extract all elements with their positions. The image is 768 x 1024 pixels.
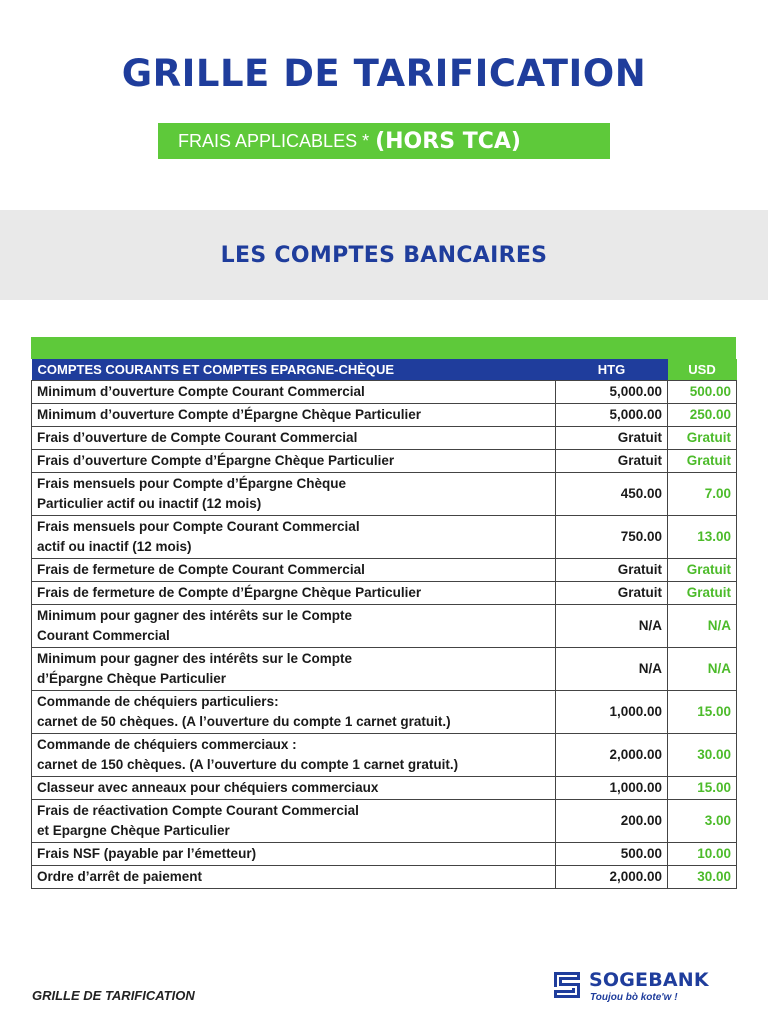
table-row bbox=[32, 842, 737, 865]
row-description-line: Courant Commercial bbox=[37, 627, 170, 643]
table-row bbox=[32, 776, 737, 799]
row-description-line: Frais mensuels pour Compte Courant Commercial bbox=[37, 518, 360, 534]
fees-banner-emphasis: (HORS TCA) bbox=[375, 128, 521, 154]
row-description bbox=[32, 690, 556, 733]
table-row bbox=[32, 647, 737, 690]
row-description bbox=[32, 581, 556, 604]
row-usd-value: 30.00 bbox=[668, 865, 737, 888]
row-htg-value: 500.00 bbox=[556, 842, 668, 865]
row-description-line: carnet de 50 chèques. (A l’ouverture du compte 1 carnet gratuit.) bbox=[37, 713, 451, 729]
section-band bbox=[0, 210, 768, 300]
row-usd-value: 250.00 bbox=[668, 403, 737, 426]
row-description bbox=[32, 799, 556, 842]
row-description bbox=[32, 449, 556, 472]
table-row bbox=[32, 690, 737, 733]
row-description-line: Minimum d’ouverture Compte d’Épargne Chèque Particulier bbox=[37, 406, 422, 422]
page-title: GRILLE DE TARIFICATION bbox=[121, 52, 647, 95]
header-htg: HTG bbox=[556, 359, 668, 380]
table-row bbox=[32, 581, 737, 604]
row-description bbox=[32, 403, 556, 426]
row-htg-value: Gratuit bbox=[556, 449, 668, 472]
table-top-bar bbox=[31, 337, 736, 359]
row-description bbox=[32, 426, 556, 449]
row-description bbox=[32, 472, 556, 515]
row-usd-value: 30.00 bbox=[668, 733, 737, 776]
row-usd-value: N/A bbox=[668, 647, 737, 690]
row-htg-value: 5,000.00 bbox=[556, 380, 668, 403]
brand-name: SOGEBANK bbox=[589, 969, 709, 991]
row-description-line: Commande de chéquiers particuliers: bbox=[37, 693, 279, 709]
sogebank-logo bbox=[550, 966, 740, 1006]
row-htg-value: 450.00 bbox=[556, 472, 668, 515]
row-description bbox=[32, 604, 556, 647]
table-header-row bbox=[32, 359, 737, 380]
row-usd-value: Gratuit bbox=[668, 449, 737, 472]
table-row bbox=[32, 380, 737, 403]
row-description bbox=[32, 733, 556, 776]
row-description-line: Frais de fermeture de Compte d’Épargne Chèque Particulier bbox=[37, 584, 422, 600]
fees-banner bbox=[158, 123, 610, 159]
row-description bbox=[32, 380, 556, 403]
table-row bbox=[32, 733, 737, 776]
pricing-table-wrapper bbox=[31, 337, 736, 889]
section-title: LES COMPTES BANCAIRES bbox=[220, 242, 548, 268]
row-usd-value: Gratuit bbox=[668, 581, 737, 604]
table-row bbox=[32, 426, 737, 449]
table-row bbox=[32, 604, 737, 647]
row-htg-value: 2,000.00 bbox=[556, 733, 668, 776]
pricing-table bbox=[31, 359, 737, 889]
table-row bbox=[32, 799, 737, 842]
row-htg-value: 5,000.00 bbox=[556, 403, 668, 426]
row-description-line: Classeur avec anneaux pour chéquiers commerciaux bbox=[37, 779, 379, 795]
row-htg-value: N/A bbox=[556, 604, 668, 647]
row-description-line: Frais d’ouverture de Compte Courant Commercial bbox=[37, 429, 358, 445]
row-description-line: Ordre d’arrêt de paiement bbox=[37, 868, 203, 884]
row-description-line: et Epargne Chèque Particulier bbox=[37, 822, 230, 838]
fees-banner-prefix: FRAIS APPLICABLES * bbox=[178, 130, 370, 151]
row-description-line: actif ou inactif (12 mois) bbox=[37, 538, 192, 554]
row-usd-value: N/A bbox=[668, 604, 737, 647]
table-row bbox=[32, 472, 737, 515]
row-description bbox=[32, 842, 556, 865]
row-description-line: Minimum pour gagner des intérêts sur le Compte bbox=[37, 607, 353, 623]
table-row bbox=[32, 515, 737, 558]
row-usd-value: 13.00 bbox=[668, 515, 737, 558]
row-htg-value: N/A bbox=[556, 647, 668, 690]
row-description-line: Frais NSF (payable par l’émetteur) bbox=[37, 845, 257, 861]
row-htg-value: 200.00 bbox=[556, 799, 668, 842]
row-htg-value: Gratuit bbox=[556, 426, 668, 449]
row-usd-value: 10.00 bbox=[668, 842, 737, 865]
table-body bbox=[32, 380, 737, 888]
row-description-line: Minimum pour gagner des intérêts sur le Compte bbox=[37, 650, 353, 666]
row-usd-value: 15.00 bbox=[668, 690, 737, 733]
row-description-line: Frais mensuels pour Compte d’Épargne Chèque bbox=[37, 475, 347, 491]
row-description bbox=[32, 647, 556, 690]
row-htg-value: 1,000.00 bbox=[556, 690, 668, 733]
table-row bbox=[32, 558, 737, 581]
row-description bbox=[32, 776, 556, 799]
row-usd-value: 500.00 bbox=[668, 380, 737, 403]
row-htg-value: 2,000.00 bbox=[556, 865, 668, 888]
row-description-line: carnet de 150 chèques. (A l’ouverture du compte 1 carnet gratuit.) bbox=[37, 756, 459, 772]
table-row bbox=[32, 403, 737, 426]
header-usd: USD bbox=[668, 359, 737, 380]
row-htg-value: Gratuit bbox=[556, 558, 668, 581]
row-description-line: Frais de fermeture de Compte Courant Commercial bbox=[37, 561, 365, 577]
row-description-line: Particulier actif ou inactif (12 mois) bbox=[37, 495, 262, 511]
row-usd-value: Gratuit bbox=[668, 558, 737, 581]
row-usd-value: 7.00 bbox=[668, 472, 737, 515]
row-description-line: Frais d’ouverture Compte d’Épargne Chèque Particulier bbox=[37, 452, 395, 468]
row-description bbox=[32, 865, 556, 888]
row-description-line: Minimum d’ouverture Compte Courant Commercial bbox=[37, 383, 365, 399]
brand-slogan: Toujou bò kote'w ! bbox=[590, 992, 678, 1003]
row-description bbox=[32, 558, 556, 581]
header-description: COMPTES COURANTS ET COMPTES EPARGNE-CHÈQUE bbox=[32, 359, 556, 380]
footer-title: GRILLE DE TARIFICATION bbox=[32, 988, 195, 1003]
table-row bbox=[32, 865, 737, 888]
row-usd-value: 3.00 bbox=[668, 799, 737, 842]
row-htg-value: 750.00 bbox=[556, 515, 668, 558]
row-htg-value: Gratuit bbox=[556, 581, 668, 604]
table-row bbox=[32, 449, 737, 472]
row-description-line: Frais de réactivation Compte Courant Commercial bbox=[37, 802, 359, 818]
row-htg-value: 1,000.00 bbox=[556, 776, 668, 799]
row-description-line: Commande de chéquiers commerciaux : bbox=[37, 736, 297, 752]
row-usd-value: Gratuit bbox=[668, 426, 737, 449]
sogebank-s-logo-icon bbox=[550, 968, 584, 1002]
row-description-line: d’Épargne Chèque Particulier bbox=[37, 670, 227, 686]
row-description bbox=[32, 515, 556, 558]
row-usd-value: 15.00 bbox=[668, 776, 737, 799]
